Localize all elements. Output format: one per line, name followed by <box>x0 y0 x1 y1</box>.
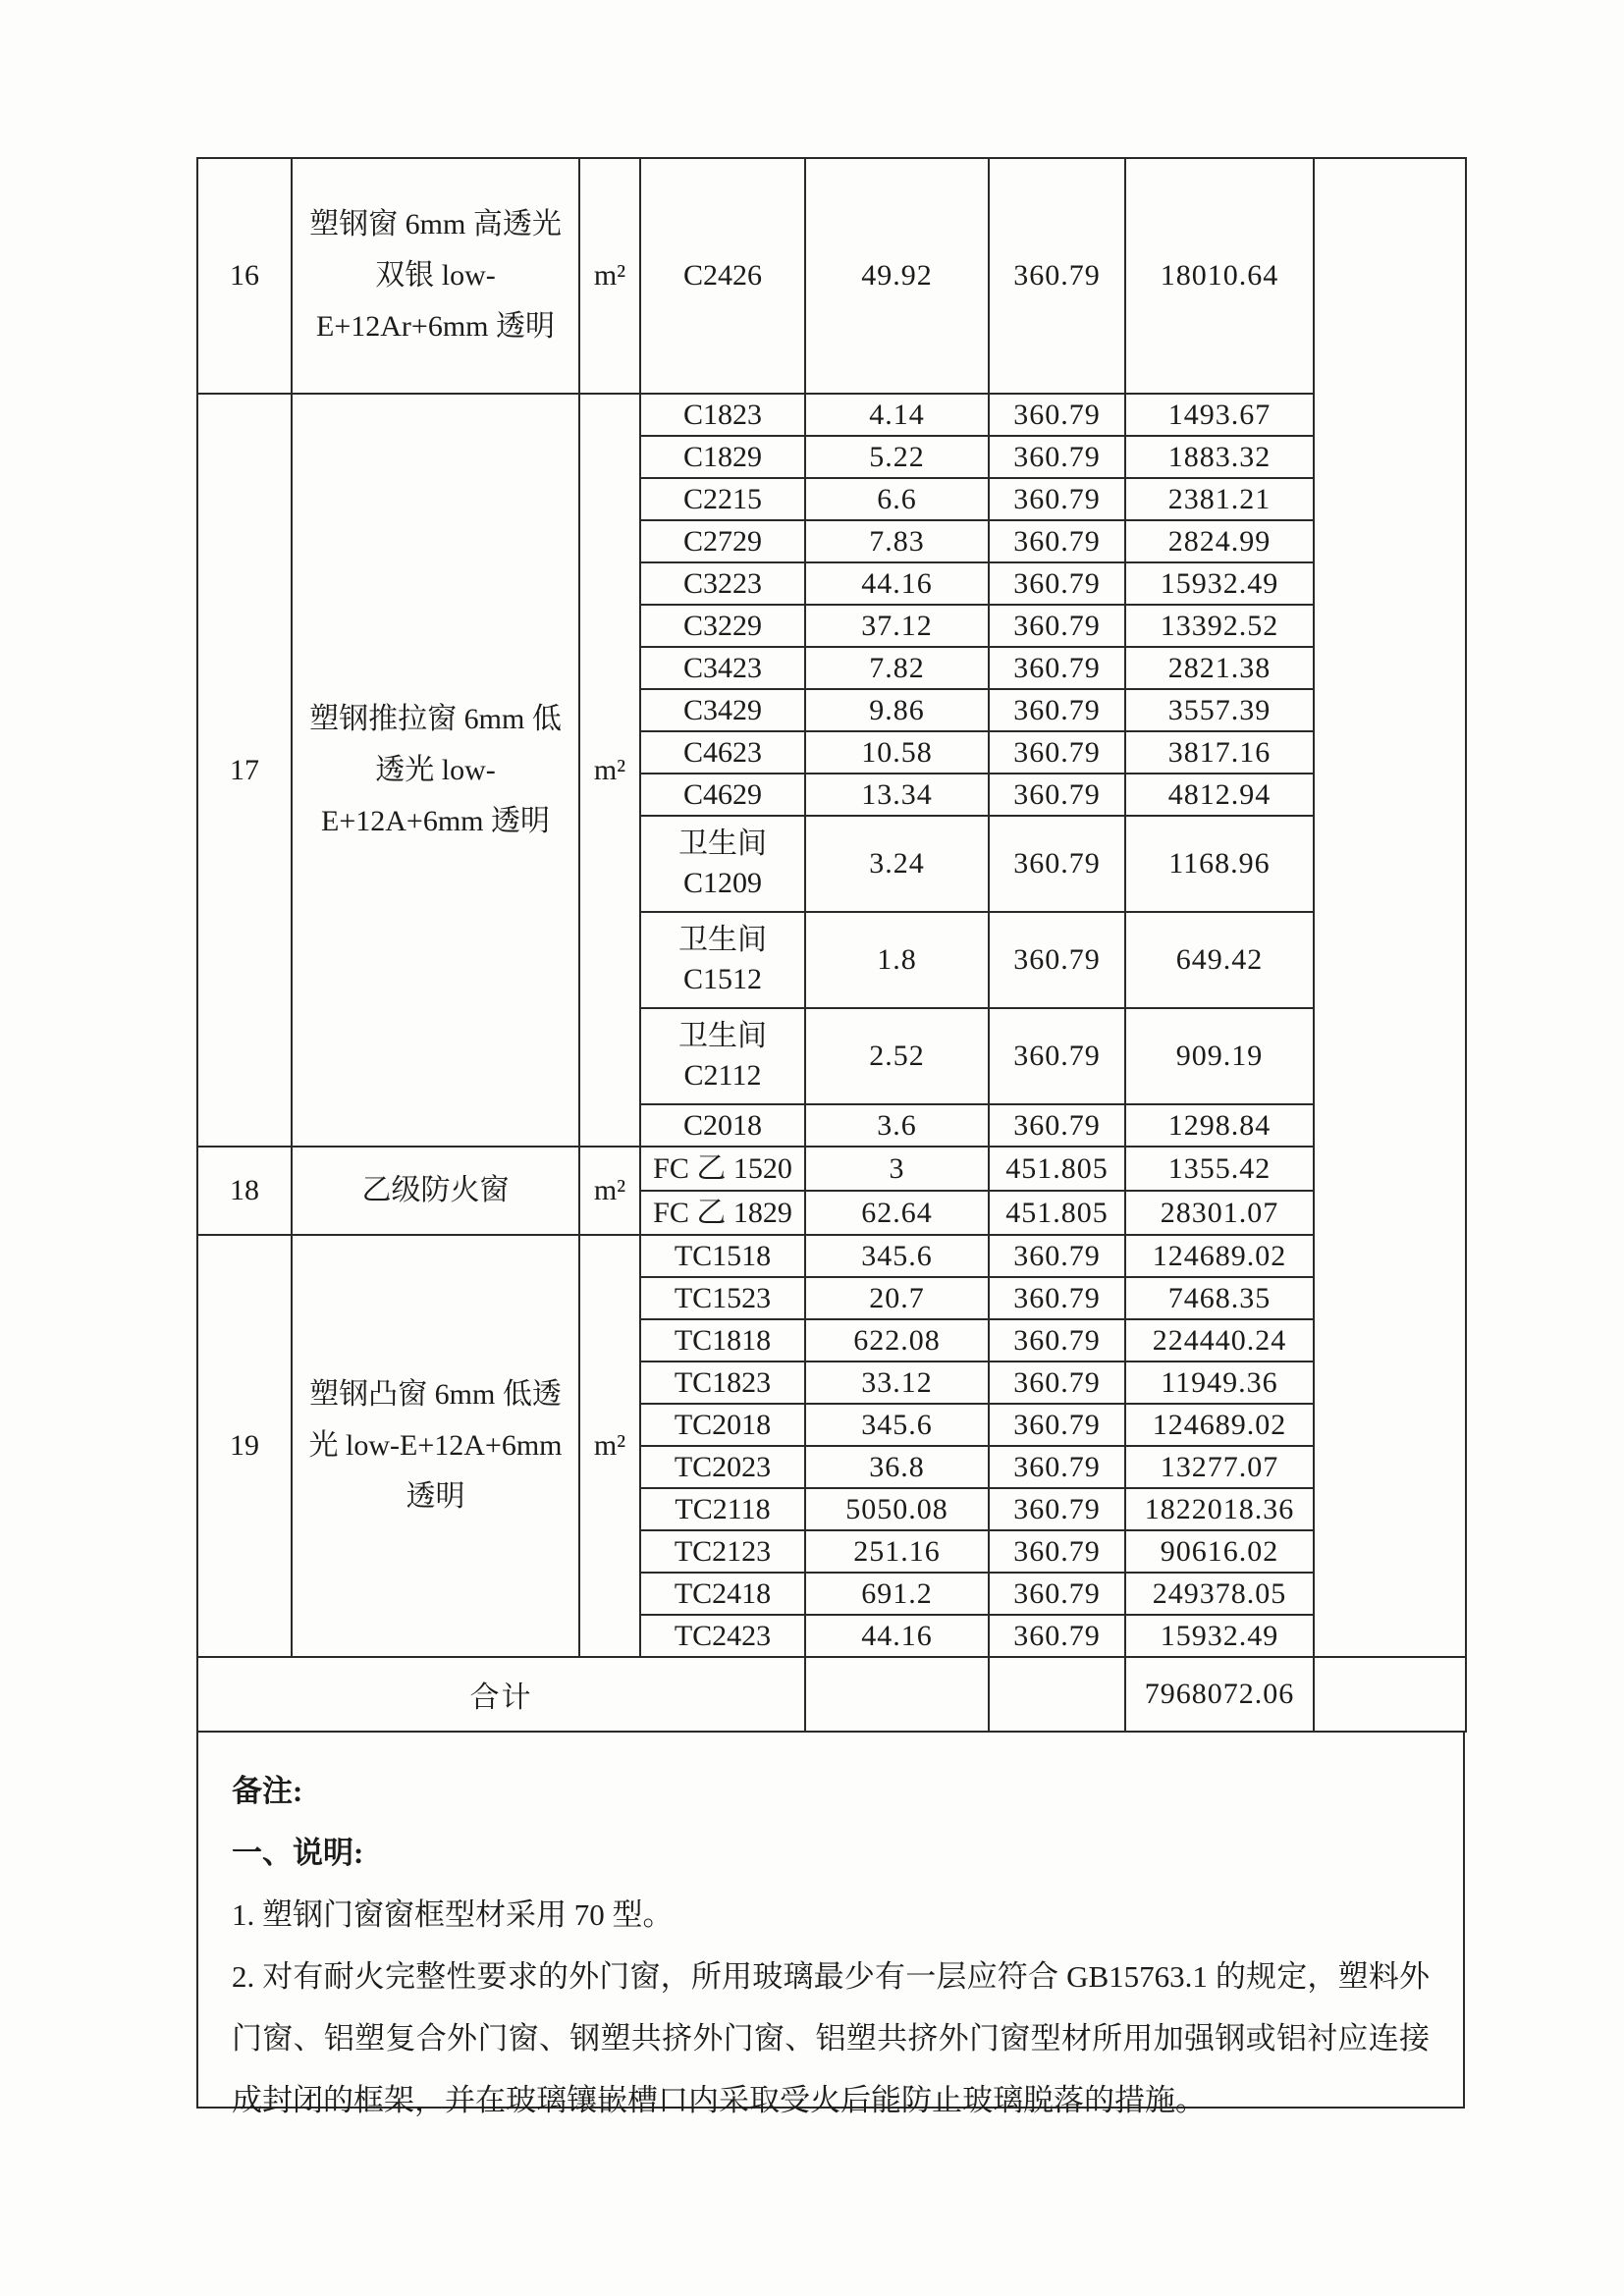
cell-price: 360.79 <box>989 1104 1125 1147</box>
cell-price: 360.79 <box>989 647 1125 689</box>
remarks-note-2: 2. 对有耐火完整性要求的外门窗，所用玻璃最少有一层应符合 GB15763.1 的规定，塑料外门窗、铝塑复合外门窗、钢塑共挤外门窗、铝塑共挤外门窗型材所用加强钢或铝衬应连接成封闭的框架，并在玻璃镶嵌槽口内采取受火后能防止玻璃脱落的措施。 <box>232 1959 1430 2117</box>
cell-grand-total-label: 合计 <box>197 1657 805 1732</box>
cell-price: 360.79 <box>989 731 1125 774</box>
cell-model: C4623 <box>640 731 805 774</box>
cell-price: 360.79 <box>989 1404 1125 1446</box>
cell-grand-total-value: 7968072.06 <box>1125 1657 1314 1732</box>
table-row <box>197 158 1466 394</box>
cell-qty: 5.22 <box>805 436 989 478</box>
total-row <box>197 1657 1466 1732</box>
cell-price: 451.805 <box>989 1191 1125 1235</box>
cell-seq-no: 19 <box>197 1235 292 1657</box>
remarks-section <box>196 1733 1465 2117</box>
cell-price: 360.79 <box>989 562 1125 605</box>
cell-model: C3229 <box>640 605 805 647</box>
cell-model: 卫生间 C1512 <box>640 912 805 1008</box>
cell-qty: 691.2 <box>805 1573 989 1615</box>
cell-price: 360.79 <box>989 912 1125 1008</box>
cell-price: 360.79 <box>989 1319 1125 1362</box>
cell-model: TC1523 <box>640 1277 805 1319</box>
cell-qty: 5050.08 <box>805 1488 989 1530</box>
cell-price: 360.79 <box>989 1008 1125 1104</box>
cell-total: 13277.07 <box>1125 1446 1314 1488</box>
cell-qty: 20.7 <box>805 1277 989 1319</box>
cell-total: 13392.52 <box>1125 605 1314 647</box>
cell-empty-remark <box>1314 1657 1466 1732</box>
table-row <box>197 1147 1466 1191</box>
cell-price: 360.79 <box>989 1446 1125 1488</box>
cell-item-desc: 塑钢推拉窗 6mm 低透光 low-E+12A+6mm 透明 <box>292 394 579 1147</box>
cell-price: 360.79 <box>989 689 1125 731</box>
cell-item-desc: 塑钢窗 6mm 高透光双银 low-E+12Ar+6mm 透明 <box>292 158 579 394</box>
cell-total: 15932.49 <box>1125 562 1314 605</box>
cell-seq-no: 17 <box>197 394 292 1147</box>
cell-model: TC1823 <box>640 1362 805 1404</box>
cell-model: C4629 <box>640 774 805 816</box>
cell-model: C3423 <box>640 647 805 689</box>
cell-total: 909.19 <box>1125 1008 1314 1104</box>
cell-total: 1493.67 <box>1125 394 1314 436</box>
cell-model: C2729 <box>640 520 805 562</box>
table-row <box>197 394 1466 436</box>
cell-total: 4812.94 <box>1125 774 1314 816</box>
cell-model: C3429 <box>640 689 805 731</box>
cell-price: 360.79 <box>989 394 1125 436</box>
cell-qty: 44.16 <box>805 562 989 605</box>
cell-qty: 44.16 <box>805 1615 989 1657</box>
cell-qty: 4.14 <box>805 394 989 436</box>
cost-table <box>196 157 1467 1733</box>
cell-unit: m² <box>579 158 640 394</box>
cell-model: C1823 <box>640 394 805 436</box>
remarks-heading: 一、说明: <box>232 1836 364 1870</box>
cell-model: TC2018 <box>640 1404 805 1446</box>
cell-total: 124689.02 <box>1125 1404 1314 1446</box>
cell-qty: 3.24 <box>805 816 989 912</box>
cell-qty: 622.08 <box>805 1319 989 1362</box>
cell-model: 卫生间 C1209 <box>640 816 805 912</box>
cell-model: C3223 <box>640 562 805 605</box>
cell-seq-no: 16 <box>197 158 292 394</box>
cell-item-desc: 塑钢凸窗 6mm 低透光 low-E+12A+6mm 透明 <box>292 1235 579 1657</box>
cell-price: 360.79 <box>989 605 1125 647</box>
cell-price: 360.79 <box>989 1277 1125 1319</box>
cell-total: 1298.84 <box>1125 1104 1314 1147</box>
cell-model: C2018 <box>640 1104 805 1147</box>
cell-qty: 345.6 <box>805 1404 989 1446</box>
cell-total: 90616.02 <box>1125 1530 1314 1573</box>
cell-model: FC 乙 1829 <box>640 1191 805 1235</box>
cell-qty: 13.34 <box>805 774 989 816</box>
cell-model: C1829 <box>640 436 805 478</box>
cell-total: 2381.21 <box>1125 478 1314 520</box>
cell-price: 360.79 <box>989 816 1125 912</box>
cell-item-desc: 乙级防火窗 <box>292 1147 579 1235</box>
cell-price: 360.79 <box>989 436 1125 478</box>
cell-total: 249378.05 <box>1125 1573 1314 1615</box>
table-row <box>197 1235 1466 1277</box>
cell-total: 7468.35 <box>1125 1277 1314 1319</box>
cell-qty: 37.12 <box>805 605 989 647</box>
cell-price: 360.79 <box>989 1362 1125 1404</box>
remarks-note-1: 1. 塑钢门窗窗框型材采用 70 型。 <box>232 1897 674 1932</box>
cell-price: 360.79 <box>989 1235 1125 1277</box>
document-body <box>196 157 1465 2117</box>
cell-qty: 345.6 <box>805 1235 989 1277</box>
cell-qty: 6.6 <box>805 478 989 520</box>
cell-model: TC2418 <box>640 1573 805 1615</box>
cell-total: 1822018.36 <box>1125 1488 1314 1530</box>
cell-price: 360.79 <box>989 478 1125 520</box>
cell-price: 360.79 <box>989 158 1125 394</box>
cell-total: 11949.36 <box>1125 1362 1314 1404</box>
cell-price: 360.79 <box>989 1488 1125 1530</box>
cell-total: 2824.99 <box>1125 520 1314 562</box>
cell-remark-column <box>1314 158 1466 1657</box>
cell-price: 360.79 <box>989 520 1125 562</box>
cell-unit: m² <box>579 394 640 1147</box>
cell-total: 1883.32 <box>1125 436 1314 478</box>
cell-qty: 2.52 <box>805 1008 989 1104</box>
cell-total: 18010.64 <box>1125 158 1314 394</box>
cell-model: 卫生间 C2112 <box>640 1008 805 1104</box>
remarks-title: 备注: <box>232 1774 303 1808</box>
cell-price: 451.805 <box>989 1147 1125 1191</box>
cell-total: 649.42 <box>1125 912 1314 1008</box>
cell-qty: 1.8 <box>805 912 989 1008</box>
cell-total: 3557.39 <box>1125 689 1314 731</box>
cell-model: C2426 <box>640 158 805 394</box>
cell-model: FC 乙 1520 <box>640 1147 805 1191</box>
cell-model: TC2023 <box>640 1446 805 1488</box>
cell-price: 360.79 <box>989 774 1125 816</box>
cell-qty: 10.58 <box>805 731 989 774</box>
cell-model: TC1518 <box>640 1235 805 1277</box>
cell-unit: m² <box>579 1235 640 1657</box>
cell-qty: 7.82 <box>805 647 989 689</box>
cell-model: TC1818 <box>640 1319 805 1362</box>
cell-qty: 9.86 <box>805 689 989 731</box>
cell-qty: 62.64 <box>805 1191 989 1235</box>
cell-qty: 49.92 <box>805 158 989 394</box>
cell-total: 28301.07 <box>1125 1191 1314 1235</box>
cell-qty: 251.16 <box>805 1530 989 1573</box>
cell-model: TC2118 <box>640 1488 805 1530</box>
cell-price: 360.79 <box>989 1530 1125 1573</box>
cell-qty: 3 <box>805 1147 989 1191</box>
cell-total: 3817.16 <box>1125 731 1314 774</box>
cell-total: 1168.96 <box>1125 816 1314 912</box>
cell-qty: 33.12 <box>805 1362 989 1404</box>
cell-total: 15932.49 <box>1125 1615 1314 1657</box>
cell-qty: 7.83 <box>805 520 989 562</box>
cell-qty: 3.6 <box>805 1104 989 1147</box>
cell-total: 224440.24 <box>1125 1319 1314 1362</box>
cell-model: TC2123 <box>640 1530 805 1573</box>
cell-unit: m² <box>579 1147 640 1235</box>
cell-price: 360.79 <box>989 1615 1125 1657</box>
cell-model: TC2423 <box>640 1615 805 1657</box>
cell-total: 1355.42 <box>1125 1147 1314 1191</box>
cell-total: 124689.02 <box>1125 1235 1314 1277</box>
cell-empty-price <box>989 1657 1125 1732</box>
cell-price: 360.79 <box>989 1573 1125 1615</box>
cell-total: 2821.38 <box>1125 647 1314 689</box>
cell-seq-no: 18 <box>197 1147 292 1235</box>
cell-empty-qty <box>805 1657 989 1732</box>
cell-model: C2215 <box>640 478 805 520</box>
cell-qty: 36.8 <box>805 1446 989 1488</box>
